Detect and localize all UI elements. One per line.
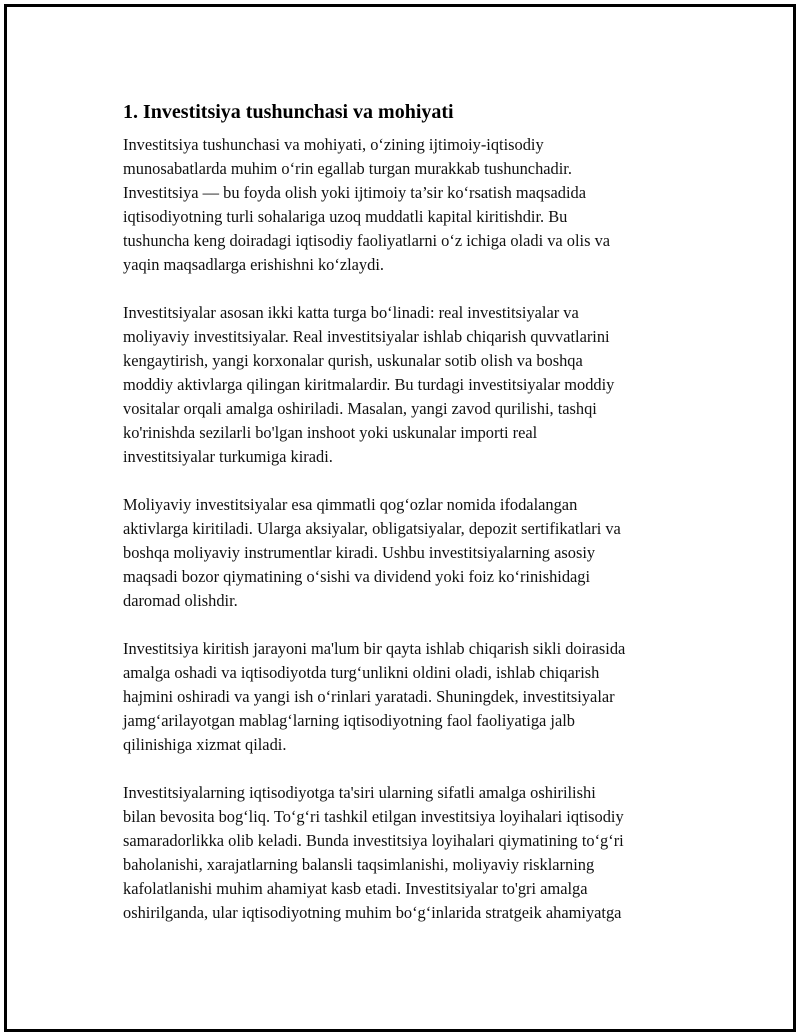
text-line: samaradorlikka olib keladi. Bunda investitsiya loyihalari qiymatining to‘g‘ri (123, 831, 624, 850)
text-line: yaqin maqsadlarga erishishni ko‘zlaydi. (123, 255, 384, 274)
text-line: hajmini oshiradi va yangi ish o‘rinlari yaratadi. Shuningdek, investitsiyalar (123, 687, 615, 706)
paragraph-5 (123, 781, 703, 925)
text-line: Investitsiya — bu foyda olish yoki ijtimoiy ta’sir ko‘rsatish maqsadida (123, 183, 586, 202)
text-line: vositalar orqali amalga oshiriladi. Masalan, yangi zavod qurilishi, tashqi (123, 399, 597, 418)
text-line: Investitsiya kiritish jarayoni ma'lum bir qayta ishlab chiqarish sikli doirasida (123, 639, 626, 658)
text-line: daromad olishdir. (123, 591, 238, 610)
paragraph-2 (123, 301, 703, 469)
text-line: aktivlarga kiritiladi. Ularga aksiyalar, obligatsiyalar, depozit sertifikatlari va (123, 519, 621, 538)
text-line: Investitsiya tushunchasi va mohiyati, o‘zining ijtimoiy-iqtisodiy (123, 135, 544, 154)
text-line: qilinishiga xizmat qiladi. (123, 735, 287, 754)
text-line: kengaytirish, yangi korxonalar qurish, uskunalar sotib olish va boshqa (123, 351, 583, 370)
text-line: bilan bevosita bog‘liq. To‘g‘ri tashkil etilgan investitsiya loyihalari iqtisodiy (123, 807, 624, 826)
text-line: tushuncha keng doiradagi iqtisodiy faoliyatlarni o‘z ichiga oladi va olis va (123, 231, 611, 250)
text-line: oshirilganda, ular iqtisodiyotning muhim bo‘g‘inlarida stratgeik ahamiyatga (123, 903, 622, 922)
text-line: baholanishi, xarajatlarning balansli taqsimlanishi, moliyaviy risklarning (123, 855, 595, 874)
paragraph-1 (123, 133, 703, 277)
text-line: amalga oshadi va iqtisodiyotda turg‘unlikni oldini oladi, ishlab chiqarish (123, 663, 600, 682)
text-line: Investitsiyalar asosan ikki katta turga bo‘linadi: real investitsiyalar va (123, 303, 579, 322)
text-line: munosabatlarda muhim o‘rin egallab turgan murakkab tushunchadir. (123, 159, 572, 178)
text-line: moddiy aktivlarga qilingan kiritmalardir. Bu turdagi investitsiyalar moddiy (123, 375, 615, 394)
text-line: Moliyaviy investitsiyalar esa qimmatli qog‘ozlar nomida ifodalangan (123, 495, 578, 514)
text-line: Investitsiyalarning iqtisodiyotga ta'siri ularning sifatli amalga oshirilishi (123, 783, 596, 802)
page-frame (4, 4, 796, 1032)
text-line: ko'rinishda sezilarli bo'lgan inshoot yoki uskunalar importi real (123, 423, 538, 442)
text-line: boshqa moliyaviy instrumentlar kiradi. Ushbu investitsiyalarning asosiy (123, 543, 596, 562)
section-heading: 1. Investitsiya tushunchasi va mohiyati (123, 101, 454, 123)
text-line: jamg‘arilayotgan mablag‘larning iqtisodiyotning faol faoliyatiga jalb (123, 711, 575, 730)
document-body (123, 99, 703, 949)
text-line: kafolatlanishi muhim ahamiyat kasb etadi. Investitsiyalar to'gri amalga (123, 879, 588, 898)
text-line: investitsiyalar turkumiga kiradi. (123, 447, 333, 466)
text-line: iqtisodiyotning turli sohalariga uzoq muddatli kapital kiritishdir. Bu (123, 207, 568, 226)
text-line: maqsadi bozor qiymatining o‘sishi va dividend yoki foiz ko‘rinishidagi (123, 567, 591, 586)
paragraph-3 (123, 493, 703, 613)
paragraph-4 (123, 637, 703, 757)
text-line: moliyaviy investitsiyalar. Real investitsiyalar ishlab chiqarish quvvatlarini (123, 327, 610, 346)
